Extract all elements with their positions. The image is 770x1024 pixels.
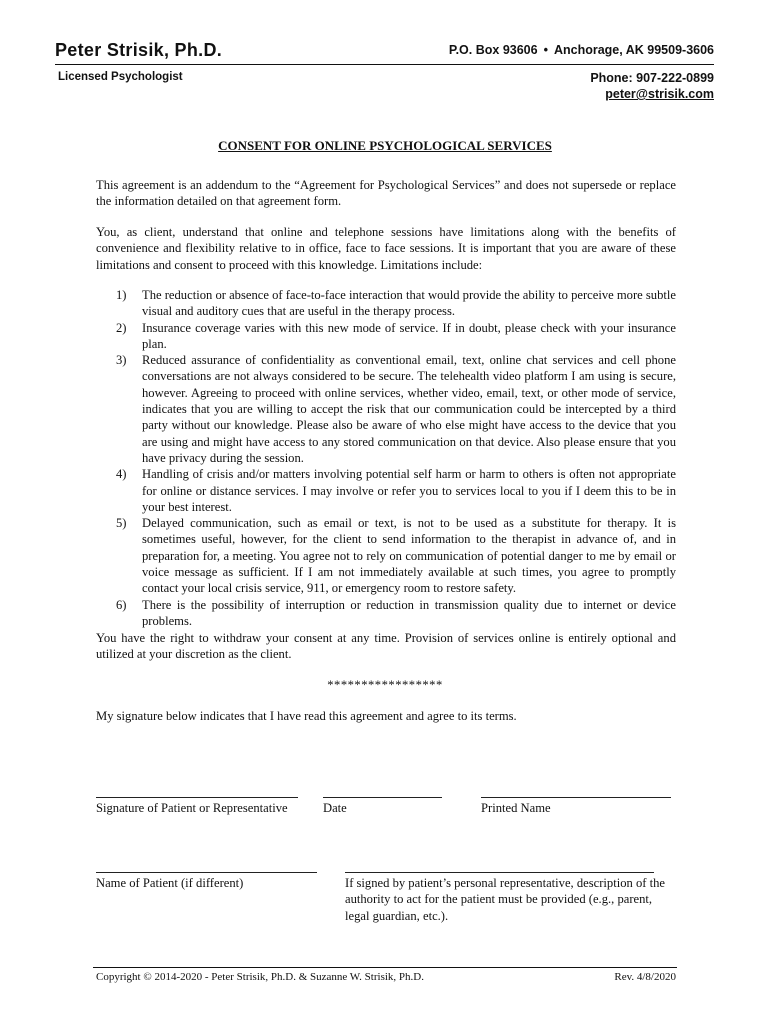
date-line[interactable] [323, 797, 442, 798]
list-item-text: Handling of crisis and/or matters involving potential self harm or harm to others is often not appropriate for online or distance services. I may involve or refer you to services local to you if I deem this to be in your best interest. [142, 467, 676, 514]
po-box: P.O. Box 93606 [448, 43, 538, 57]
patient-name-label: Name of Patient (if different) [96, 876, 244, 890]
list-item-number: 3) [116, 353, 127, 368]
list-item-text: Reduced assurance of confidentiality as conventional email, text, online chat services and cell phone conversations are not always considered to be secure. The telehealth video platform I am using is secure, however. Agreeing to proceed with online services, whether video, email, text, or other mode of service, indicates that you are willing to accept the risk that our communication could be intercepted by a third party without our knowledge. Please also be aware of who else might have access to the device that you are using and might have access to any stored communication on that device. Also please ensure that you have privacy during the session. [142, 353, 676, 465]
list-item-number: 6) [116, 597, 127, 612]
list-item-text: There is the possibility of interruption or reduction in transmission quality due to internet or device problems. [142, 597, 676, 628]
representative-authority-label: If signed by patient’s personal representative, description of the authority to act for the patient must be provided (e.g., parent, legal guardian, etc.). [345, 876, 665, 923]
document-title: CONSENT FOR ONLINE PSYCHOLOGICAL SERVICES [218, 138, 552, 153]
patient-name-line[interactable] [96, 872, 317, 873]
printed-name-label: Printed Name [481, 801, 551, 815]
list-item-number: 4) [116, 467, 127, 482]
list-item-text: The reduction or absence of face-to-face interaction that would provide the ability to perceive more subtle visual and auditory cues that are useful in the therapy process. [142, 288, 676, 319]
list-item-number: 1) [116, 288, 127, 302]
printed-name-line[interactable] [481, 797, 671, 798]
practitioner-title: Licensed Psychologist [58, 71, 183, 83]
header-divider [55, 64, 714, 65]
limitations-list [96, 287, 676, 629]
revision-date: Rev. 4/8/2020 [614, 971, 676, 983]
signature-statement: My signature below indicates that I have read this agreement and agree to its terms. [96, 709, 517, 723]
address-separator: • [543, 43, 548, 57]
date-label: Date [323, 801, 347, 815]
list-item [96, 597, 676, 630]
list-item-text: Insurance coverage varies with this new mode of service. If in doubt, please check with your insurance plan. [142, 320, 676, 351]
list-item [96, 352, 676, 466]
footer-divider [93, 967, 677, 968]
practitioner-name: Peter Strisik, Ph.D. [55, 40, 223, 60]
list-item [96, 515, 676, 596]
intro-paragraph: This agreement is an addendum to the “Agreement for Psychological Services” and does not supersede or replace the information detailed on that agreement form. [96, 178, 676, 209]
mailing-address [449, 43, 714, 57]
list-item-number: 5) [116, 516, 127, 531]
city-state-zip: Anchorage, AK 99509-3606 [553, 43, 714, 57]
list-item [96, 287, 676, 320]
list-item-number: 2) [116, 320, 127, 335]
signature-label: Signature of Patient or Representative [96, 801, 288, 815]
section-divider: ***************** [327, 678, 443, 692]
list-item-text: Delayed communication, such as email or text, is not to be used as a substitute for therapy. It is sometimes useful, however, for the client to send information to the therapist in advance of, and in preparation for, a meeting. You agree not to rely on communication of potential danger to me by email or voice message as sufficient. If I am not immediately available at such times, you agree to promptly contact your local crisis service, 911, or emergency room to restore safety. [142, 516, 676, 596]
representative-authority-line[interactable] [345, 872, 654, 873]
list-item [96, 466, 676, 515]
signature-line[interactable] [96, 797, 298, 798]
phone-number: Phone: 907-222-0899 [590, 71, 714, 85]
copyright-notice: Copyright © 2014-2020 - Peter Strisik, Ph.D. & Suzanne W. Strisik, Ph.D. [96, 971, 424, 983]
list-item [96, 320, 676, 353]
email-link[interactable]: peter@strisik.com [605, 87, 714, 101]
withdraw-paragraph: You have the right to withdraw your consent at any time. Provision of services online is entirely optional and utilized at your discretion as the client. [96, 631, 676, 662]
understanding-paragraph: You, as client, understand that online and telephone sessions have limitations along with the benefits of convenience and flexibility relative to in office, face to face sessions. It is important that you are aware of these limitations and consent to proceed with this knowledge. Limitations include: [96, 225, 676, 272]
